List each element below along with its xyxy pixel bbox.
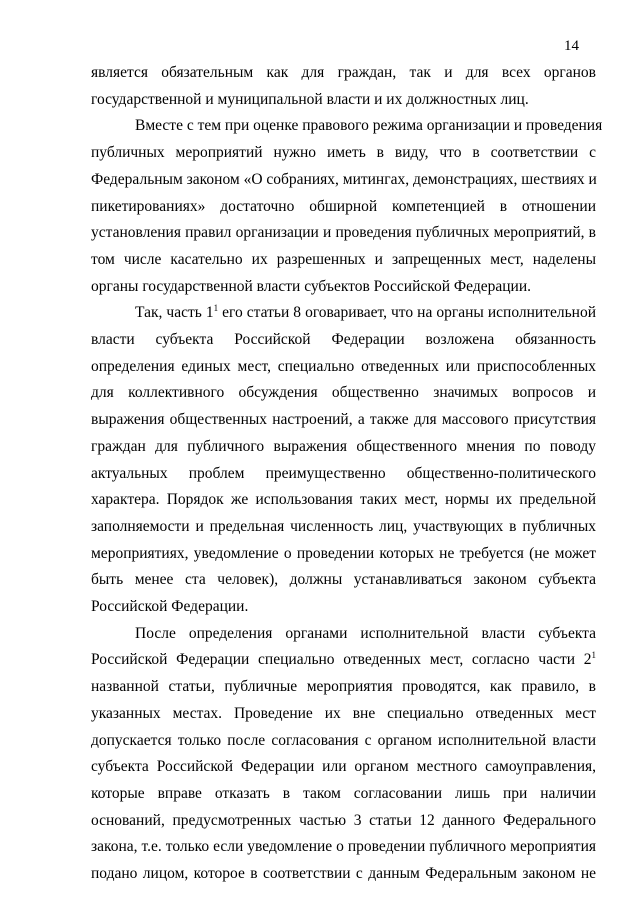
text-line (91, 647, 596, 674)
text-line: заполняемости и предельная численность лиц, участвующих в публичных (91, 517, 596, 535)
text-line: быть менее ста человек), должны устанавливаться законом субъекта (91, 571, 596, 589)
text-line: закона, т.е. только если уведомление о проведении публичного мероприятия (91, 838, 596, 856)
text-line: граждан для публичного выражения общественного мнения по поводу (91, 437, 596, 455)
text-line: выражения общественных настроений, а также для массового присутствия (91, 411, 596, 429)
text-line: Вместе с тем при оценке правового режима организации и проведения (135, 117, 603, 135)
superscript: 1 (213, 303, 219, 314)
text-line: которые вправе отказать в таком согласовании лишь при наличии (91, 784, 596, 802)
text-line: После определения органами исполнительной власти субъекта (135, 624, 596, 642)
text-line: оснований, предусмотренных частью 3 статьи 12 данного Федерального (91, 811, 596, 829)
text-line: Российской Федерации. (91, 598, 249, 616)
text-line: названной статьи, публичные мероприятия проводятся, как правило, в (91, 678, 596, 696)
text-line: актуальных проблем преимущественно общественно-политического (91, 464, 596, 482)
text-line: Федеральным законом «О собраниях, митингах, демонстрациях, шествиях и (91, 170, 597, 188)
text-line: публичных мероприятий нужно иметь в виду, что в соответствии с (91, 144, 596, 162)
text-line: для коллективного обсуждения общественно значимых вопросов и (91, 384, 596, 402)
text-fragment: его статьи 8 оговаривает, что на органы исполнительной (218, 304, 596, 322)
text-line: определения единых мест, специально отведенных или приспособленных (91, 357, 596, 375)
text-line (91, 300, 596, 327)
text-fragment: Так, часть 1 (135, 304, 214, 322)
text-line: характера. Порядок же использования таких мест, нормы их предельной (91, 491, 596, 509)
superscript: 1 (591, 650, 596, 661)
text-line: указанных местах. Проведение их вне специально отведенных мест (91, 704, 596, 722)
text-fragment: Российской Федерации специально отведенных мест, согласно части 2 (91, 651, 592, 669)
text-line: том числе касательно их разрешенных и запрещенных мест, наделены (91, 250, 596, 268)
document-body (91, 60, 603, 888)
text-line: допускается только после согласования с органом исполнительной власти (91, 731, 596, 749)
text-line: пикетированиях» достаточно обширной компетенцией в отношении (91, 197, 596, 215)
text-line: установления правил организации и проведения публичных мероприятий, в (91, 224, 596, 242)
page-number: 14 (564, 38, 579, 54)
text-line: мероприятиях, уведомление о проведении которых не требуется (не может (91, 544, 596, 562)
text-line: является обязательным как для граждан, так и для всех органов (91, 64, 596, 81)
text-line: подано лицом, которое в соответствии с данным Федеральным законом не (91, 865, 596, 883)
text-line: субъекта Российской Федерации или органом местного самоуправления, (91, 758, 596, 776)
text-line: государственной и муниципальной власти и их должностных лиц. (91, 90, 529, 108)
text-line: органы государственной власти субъектов Российской Федерации. (91, 277, 532, 295)
text-line: власти субъекта Российской Федерации возложена обязанность (91, 331, 596, 349)
